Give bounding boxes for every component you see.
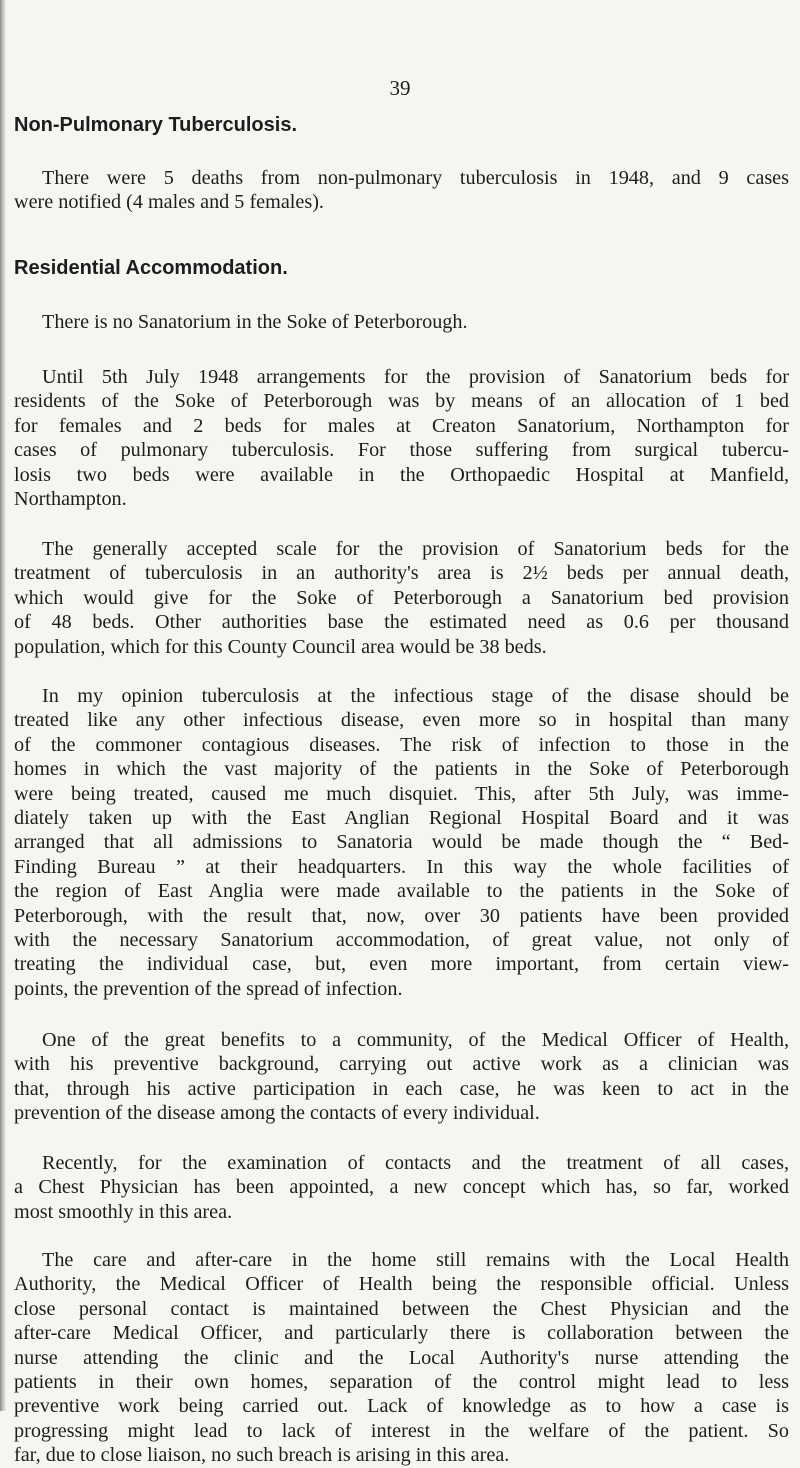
text-line: cases of pulmonary tuberculosis. For those suffering from surgical tubercu- [14,439,789,462]
text-line: with his preventive background, carrying out active work as a clinician was [14,1053,789,1076]
text-line: that, through his active participation in each case, he was keen to act in the [14,1077,789,1100]
text-line: losis two beds were available in the Orthopaedic Hospital at Manfield, [14,463,789,486]
text-line: close personal contact is maintained between the Chest Physician and the [14,1297,789,1320]
text-line: treating the individual case, but, even more important, from certain view- [14,953,789,976]
paragraph-non-pulmonary-deaths [14,166,789,215]
text-line: most smoothly in this area. [14,1200,233,1223]
page-binding-edge [0,0,6,1411]
text-line: population, which for this County Council area would be 38 beds. [14,635,547,658]
text-line: diately taken up with the East Anglian Regional Hospital Board and it was [14,807,789,830]
text-line: One of the great benefits to a community, of the Medical Officer of Health, [42,1029,789,1051]
text-line: prevention of the disease among the contacts of every individual. [14,1102,540,1125]
paragraph-accepted-scale [14,537,789,659]
text-line: preventive work being carried out. Lack of knowledge as to how a case is [14,1395,789,1418]
text-line: The generally accepted scale for the provision of Sanatorium beds for the [42,538,789,560]
text-line: There were 5 deaths from non-pulmonary tuberculosis in 1948, and 9 cases [42,167,789,189]
text-line: The care and after-care in the home still remains with the Local Health [42,1249,789,1271]
text-line: the region of East Anglia were made available to the patients in the Soke of [14,880,789,903]
text-line: of 48 beds. Other authorities base the estimated need as 0.6 per thousand [14,611,789,634]
text-line: treatment of tuberculosis in an authority's area is 2½ beds per annual death, [14,562,789,585]
paragraph-infectious-stage-opinion [14,684,789,1001]
text-line: Authority, the Medical Officer of Health being the responsible official. Unless [14,1273,789,1296]
text-line: Peterborough, with the result that, now, over 30 patients have been provided [14,904,789,927]
text-line: In my opinion tuberculosis at the infectious stage of the disase should be [42,685,789,707]
text-line: patients in their own homes, separation of the control might lead to less [14,1371,789,1394]
text-line: points, the prevention of the spread of infection. [14,977,403,1000]
text-line: Recently, for the examination of contacts and the treatment of all cases, [42,1152,789,1174]
text-line: homes in which the vast majority of the patients in the Soke of Peterborough [14,758,789,781]
text-line: Finding Bureau ” at their headquarters. In this way the whole facilities of [14,855,789,878]
page-number: 39 [389,76,411,100]
text-line: for females and 2 beds for males at Creaton Sanatorium, Northampton for [14,414,789,437]
text-line: Northampton. [14,488,127,511]
text-line: residents of the Soke of Peterborough was by means of an allocation of 1 bed [14,390,789,413]
text-line: There is no Sanatorium in the Soke of Peterborough. [42,311,468,333]
section-heading-residential-accommodation: Residential Accommodation. [14,257,288,279]
text-line: Until 5th July 1948 arrangements for the provision of Sanatorium beds for [42,366,789,388]
paragraph-home-care [14,1248,789,1468]
paragraph-medical-officer-benefits [14,1028,789,1126]
text-line: after-care Medical Officer, and particularly there is collaboration between the [14,1322,789,1345]
paragraph-chest-physician [14,1151,789,1224]
paragraph-sanatorium-arrangements [14,365,789,511]
text-line: progressing might lead to lack of interest in the welfare of the patient. So [14,1419,789,1442]
text-line: were being treated, caused me much disquiet. This, after 5th July, was imme- [14,782,789,805]
text-line: arranged that all admissions to Sanatoria would be made though the “ Bed- [14,831,789,854]
text-line: a Chest Physician has been appointed, a new concept which has, so far, worked [14,1176,789,1199]
text-line: which would give for the Soke of Peterborough a Sanatorium bed provision [14,586,789,609]
text-line: with the necessary Sanatorium accommodation, of great value, not only of [14,929,789,952]
text-line: were notified (4 males and 5 females). [14,191,324,214]
text-line: nurse attending the clinic and the Local Authority's nurse attending the [14,1346,789,1369]
text-line: of the commoner contagious diseases. The risk of infection to those in the [14,733,789,756]
paragraph-no-sanatorium [14,310,789,334]
text-line: treated like any other infectious disease, even more so in hospital than many [14,709,789,732]
section-heading-non-pulmonary-tuberculosis: Non-Pulmonary Tuberculosis. [14,114,297,136]
text-line: far, due to close liaison, no such breach is arising in this area. [14,1444,510,1467]
